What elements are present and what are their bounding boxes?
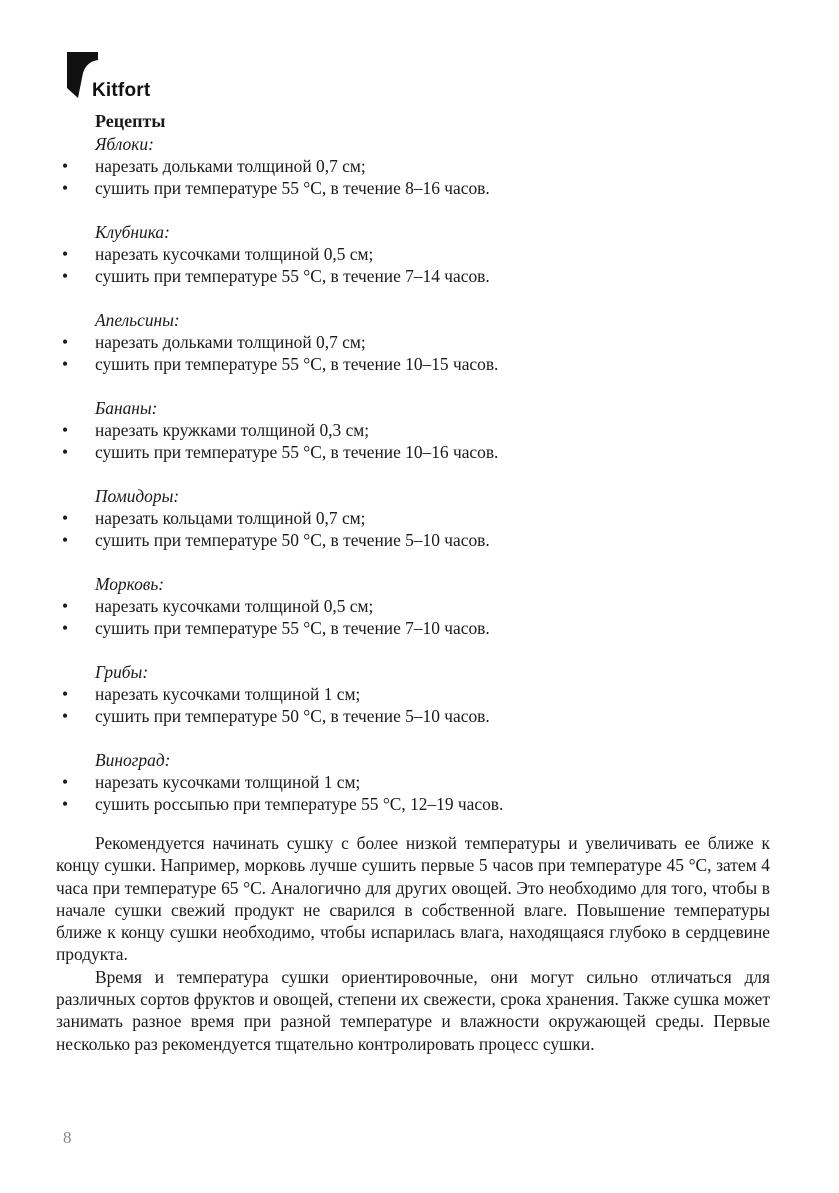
bullet-icon: • [62,684,69,704]
recipe-step [56,353,770,375]
recipe-step-text: сушить россыпью при температуре 55 °С, 12–19 часов. [95,794,504,814]
recipe-block [56,749,770,815]
recipe-step [56,331,770,353]
recipe-step [56,617,770,639]
recipe-step-text: сушить при температуре 50 °С, в течение 5–10 часов. [95,530,490,550]
recipe-block [56,397,770,463]
recipe-name: Помидоры: [95,486,180,506]
recipe-step-text: нарезать кусочками толщиной 0,5 см; [95,596,374,616]
recipe-step-text: нарезать кусочками толщиной 1 см; [95,772,361,792]
page-content [56,109,770,1055]
recipe-step [56,441,770,463]
recipe-step [56,771,770,793]
bullet-icon: • [62,178,69,198]
page-number: 8 [63,1128,72,1147]
recipe-name: Яблоки: [95,134,154,154]
recipe-step [56,529,770,551]
recipe-name: Грибы: [95,662,149,682]
recipe-block [56,221,770,287]
recipe-step-text: нарезать дольками толщиной 0,7 см; [95,156,366,176]
recipe-list [56,133,770,815]
recipe-step-text: сушить при температуре 55 °С, в течение 7–14 часов. [95,266,490,286]
recipe-step-text: сушить при температуре 50 °С, в течение 5–10 часов. [95,706,490,726]
bullet-icon: • [62,332,69,352]
recipe-block [56,573,770,639]
recipe-step [56,243,770,265]
bullet-icon: • [62,794,69,814]
recipe-step [56,507,770,529]
bullet-icon: • [62,420,69,440]
recipe-step [56,595,770,617]
bullet-icon: • [62,244,69,264]
recipe-block [56,661,770,727]
bullet-icon: • [62,508,69,528]
body-paragraph: Время и температура сушки ориентировочные, они могут сильно отличаться для различных сортов фруктов и овощей, степени их свежести, срока хранения. Также сушка может занимать разное время при разной температуре и влажности окружающей среды. Первые несколько раз рекомендуется тщательно контролировать процесс сушки. [56,966,770,1054]
recipe-name: Апельсины: [95,310,180,330]
recipe-step-text: нарезать дольками толщиной 0,7 см; [95,332,366,352]
bullet-icon: • [62,442,69,462]
bullet-icon: • [62,530,69,550]
recipe-step-text: нарезать кусочками толщиной 1 см; [95,684,361,704]
recipe-step [56,265,770,287]
recipe-name: Клубника: [95,222,170,242]
recipe-step [56,177,770,199]
recipe-step [56,419,770,441]
bullet-icon: • [62,618,69,638]
recipe-name: Виноград: [95,750,171,770]
recipe-block [56,309,770,375]
bullet-icon: • [62,156,69,176]
bullet-icon: • [62,772,69,792]
bullet-icon: • [62,596,69,616]
bullet-icon: • [62,354,69,374]
recipe-name: Морковь: [95,574,165,594]
brand-logo [64,52,184,102]
recipe-step [56,705,770,727]
recipe-step-text: сушить при температуре 55 °С, в течение 10–15 часов. [95,354,499,374]
brand-name: Kitfort [92,80,151,101]
recipe-step [56,155,770,177]
recipe-block [56,133,770,199]
recipe-step-text: сушить при температуре 55 °С, в течение 7–10 часов. [95,618,490,638]
recipe-block [56,485,770,551]
recipe-step [56,683,770,705]
recipe-step-text: нарезать кольцами толщиной 0,7 см; [95,508,366,528]
bullet-icon: • [62,706,69,726]
recipe-step [56,793,770,815]
bullet-icon: • [62,266,69,286]
recipe-name: Бананы: [95,398,158,418]
section-title: Рецепты [95,111,166,131]
recipe-step-text: сушить при температуре 55 °С, в течение 10–16 часов. [95,442,499,462]
recipe-step-text: нарезать кусочками толщиной 0,5 см; [95,244,374,264]
recipe-step-text: нарезать кружками толщиной 0,3 см; [95,420,370,440]
notes [56,832,770,1055]
body-paragraph: Рекомендуется начинать сушку с более низкой температуры и увеличивать ее ближе к концу сушки. Например, морковь лучше сушить первые 5 часов при температуре 45 °С, затем 4 часа при температуре 65 °С. Аналогично для других овощей. Это необходимо для того, чтобы в начале сушки свежий продукт не сварился в собственной влаге. Повышение температуры ближе к концу сушки необходимо, чтобы испарилась влага, находящаяся глубоко в сердцевине продукта. [56,833,770,965]
recipe-step-text: сушить при температуре 55 °С, в течение 8–16 часов. [95,178,490,198]
